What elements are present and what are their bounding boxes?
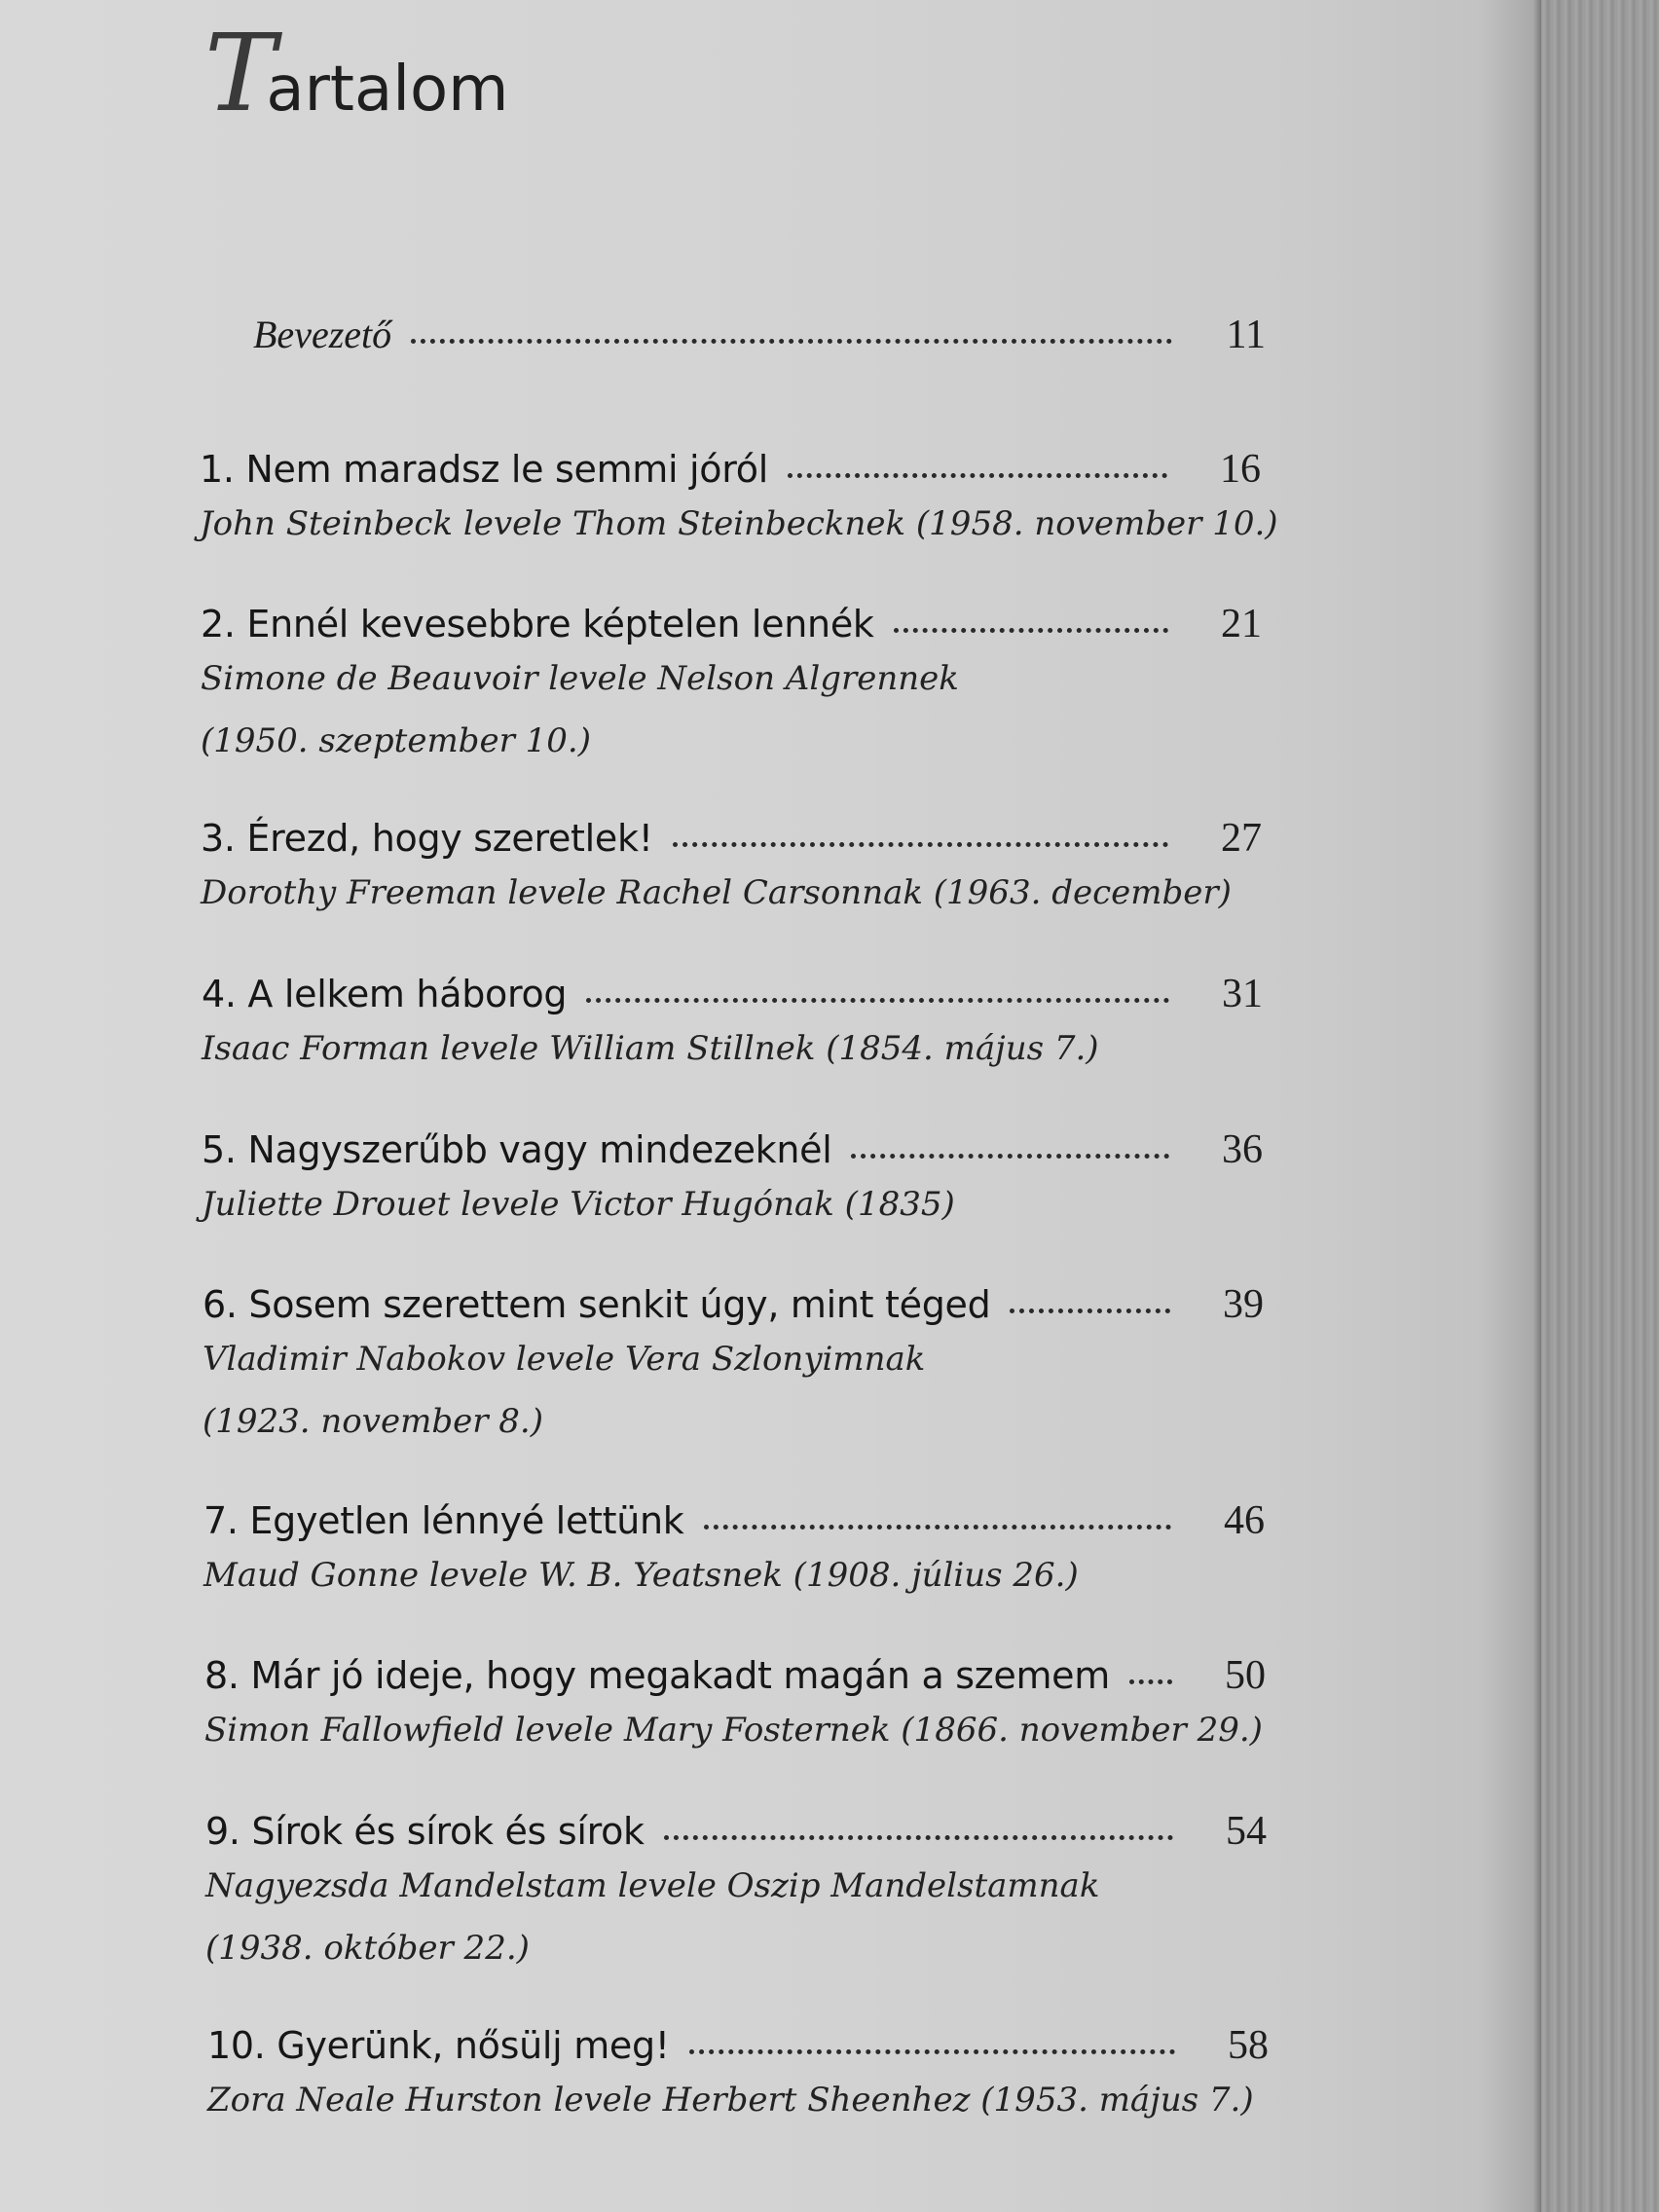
intro-page: 11	[1226, 313, 1266, 357]
entry-subtitle: Simone de Beauvoir levele Nelson Algrennek	[201, 659, 959, 698]
entry-title: 7. Egyetlen lénnyé lettünk	[203, 1499, 684, 1542]
dot-leader	[1129, 1679, 1172, 1684]
toc-entry	[200, 446, 1278, 555]
title-rest: artalom	[266, 54, 509, 126]
toc-entry	[207, 2022, 1269, 2131]
entry-title: 10. Gyerünk, nősülj meg!	[207, 2024, 670, 2067]
toc-entry	[205, 1808, 1267, 1979]
entry-subtitle: Maud Gonne levele W. B. Yeatsnek (1908. július 26.)	[203, 1556, 1079, 1595]
entry-page: 21	[1221, 602, 1262, 646]
entry-subtitle: Zora Neale Hurston levele Herbert Sheenhez (1953. május 7.)	[207, 2081, 1254, 2120]
entry-page: 46	[1224, 1498, 1265, 1543]
entry-title: 3. Érezd, hogy szeretlek!	[201, 817, 653, 860]
toc-entry	[202, 971, 1263, 1080]
dot-leader	[851, 1154, 1169, 1159]
page-edge	[1533, 0, 1541, 2212]
toc-intro	[253, 312, 1266, 358]
entry-subtitle: Simon Fallowfield levele Mary Fosternek (1866. november 29.)	[204, 1711, 1263, 1750]
entry-page: 50	[1225, 1653, 1266, 1698]
dot-leader	[689, 2049, 1175, 2054]
dot-leader	[1010, 1309, 1170, 1313]
dot-leader	[788, 473, 1167, 478]
entry-title: 4. A lelkem háborog	[202, 973, 568, 1015]
entry-page: 36	[1222, 1127, 1263, 1172]
dot-leader	[704, 1525, 1172, 1530]
toc-entry	[201, 601, 1262, 772]
entry-page: 58	[1228, 2023, 1269, 2068]
dot-leader	[894, 628, 1168, 633]
entry-page: 27	[1221, 816, 1262, 861]
entry-page: 31	[1222, 972, 1263, 1016]
adjacent-page	[1541, 0, 1659, 2212]
entry-subtitle: Isaac Forman levele William Stillnek (1854. május 7.)	[202, 1029, 1099, 1068]
entry-subtitle: Juliette Drouet levele Victor Hugónak (1835)	[202, 1185, 955, 1224]
toc-entry	[202, 1126, 1263, 1235]
intro-title: Bevezető	[253, 313, 392, 356]
entry-page: 16	[1220, 447, 1261, 492]
entry-subtitle: Nagyezsda Mandelstam levele Oszip Mandelstamnak	[205, 1866, 1100, 1905]
entry-title: 2. Ennél kevesebbre képtelen lennék	[201, 603, 874, 645]
title-initial: T	[204, 11, 273, 135]
entry-subtitle-date: (1938. október 22.)	[205, 1929, 530, 1968]
dot-leader	[673, 842, 1168, 847]
entry-page: 54	[1226, 1809, 1267, 1854]
entry-title: 9. Sírok és sírok és sírok	[205, 1810, 645, 1853]
entry-title: 6. Sosem szerettem senkit úgy, mint téged	[203, 1283, 991, 1326]
dot-leader	[664, 1835, 1173, 1840]
dot-leader	[586, 998, 1169, 1003]
toc-entry	[204, 1652, 1266, 1761]
dot-leader	[411, 339, 1172, 344]
entry-subtitle-date: (1950. szeptember 10.)	[201, 721, 591, 760]
toc-entry	[203, 1497, 1265, 1606]
entry-title: 8. Már jó ideje, hogy megakadt magán a szemem	[204, 1654, 1110, 1697]
entry-subtitle-date: (1923. november 8.)	[203, 1402, 543, 1441]
entry-subtitle: John Steinbeck levele Thom Steinbecknek (1958. november 10.)	[200, 504, 1278, 543]
entry-page: 39	[1223, 1282, 1264, 1327]
toc-entry	[203, 1281, 1264, 1453]
toc-entry	[201, 815, 1262, 924]
entry-title: 5. Nagyszerűbb vagy mindezeknél	[202, 1128, 832, 1171]
entry-subtitle: Vladimir Nabokov levele Vera Szlonyimnak	[203, 1340, 926, 1379]
entry-subtitle: Dorothy Freeman levele Rachel Carsonnak (1963. december)	[201, 873, 1232, 912]
entry-title: 1. Nem maradsz le semmi jóról	[200, 448, 768, 491]
